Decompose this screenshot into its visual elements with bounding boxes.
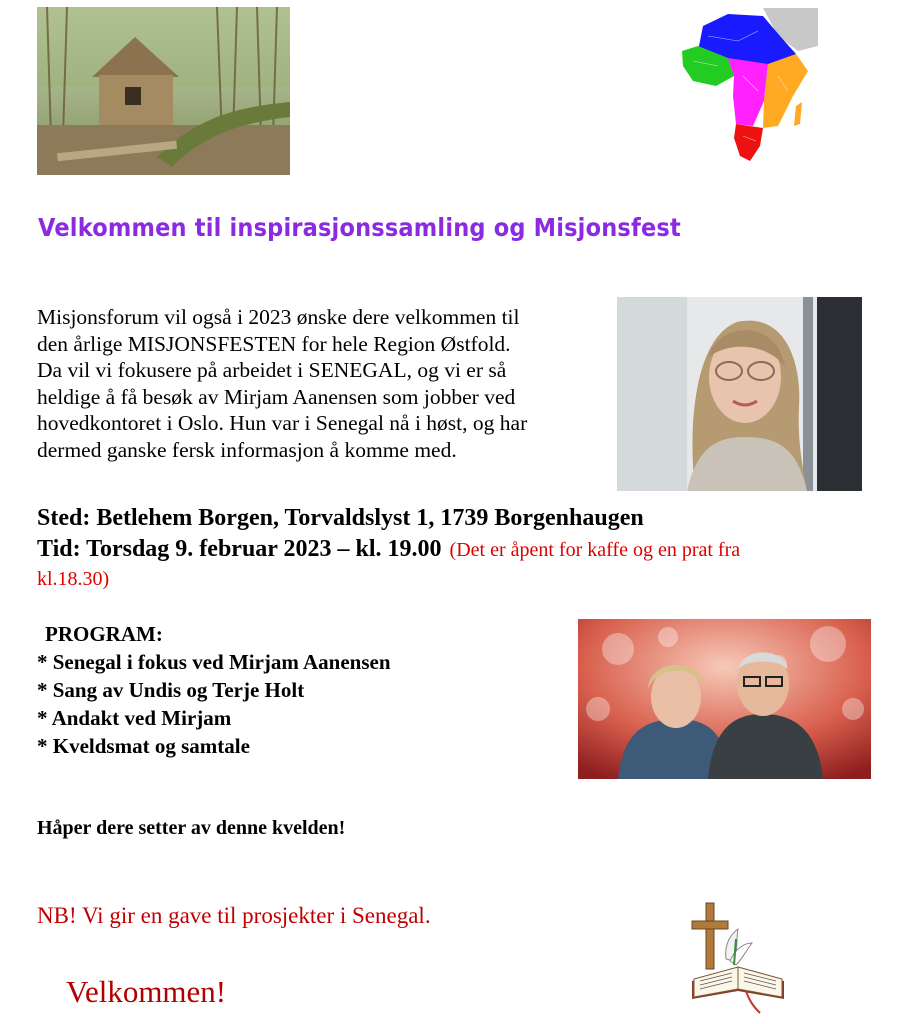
intro-line: Da vil vi fokusere på arbeidet i SENEGAL, og vi er så [37,358,507,382]
hut-photo [37,7,290,175]
portrait-photo [617,297,862,491]
program-item: * Kveldsmat og samtale [37,734,250,758]
time-note-continued: kl.18.30) [37,568,110,590]
intro-line: hovedkontoret i Oslo. Hun var i Senegal nå i høst, og har [37,411,528,435]
location-line: Sted: Betlehem Borgen, Torvaldslyst 1, 1739 Borgenhaugen [37,505,644,531]
closing-line: Håper dere setter av denne kvelden! [37,817,346,839]
time-note: (Det er åpent for kaffe og en prat fra [449,539,741,561]
africa-map [668,6,818,162]
program-list [37,620,391,760]
program-item: * Senegal i fokus ved Mirjam Aanensen [37,650,391,674]
headline: Velkommen til inspirasjonssamling og Misjonsfest [38,213,681,242]
welcome-text: Velkommen! [66,974,227,1009]
time-text: Tid: Torsdag 9. februar 2023 – kl. 19.00 [37,536,442,562]
program-heading: PROGRAM: [45,622,163,646]
time-line [37,536,740,563]
gift-notice: NB! Vi gir en gave til prosjekter i Senegal. [37,903,431,928]
intro-line: dermed ganske fersk informasjon å komme med. [37,437,457,462]
intro-line: heldige å få besøk av Mirjam Aanensen som jobber ved [37,384,516,409]
intro-line: Misjonsforum vil også i 2023 ønske dere velkommen til [37,305,520,329]
intro-line: den årlige MISJONSFESTEN for hele Region Østfold. [37,331,511,356]
couple-photo [578,619,871,779]
intro-paragraph [37,304,607,463]
program-item: * Sang av Undis og Terje Holt [37,678,305,702]
program-item: * Andakt ved Mirjam [37,706,232,730]
bible-cross-clipart [686,899,798,1014]
